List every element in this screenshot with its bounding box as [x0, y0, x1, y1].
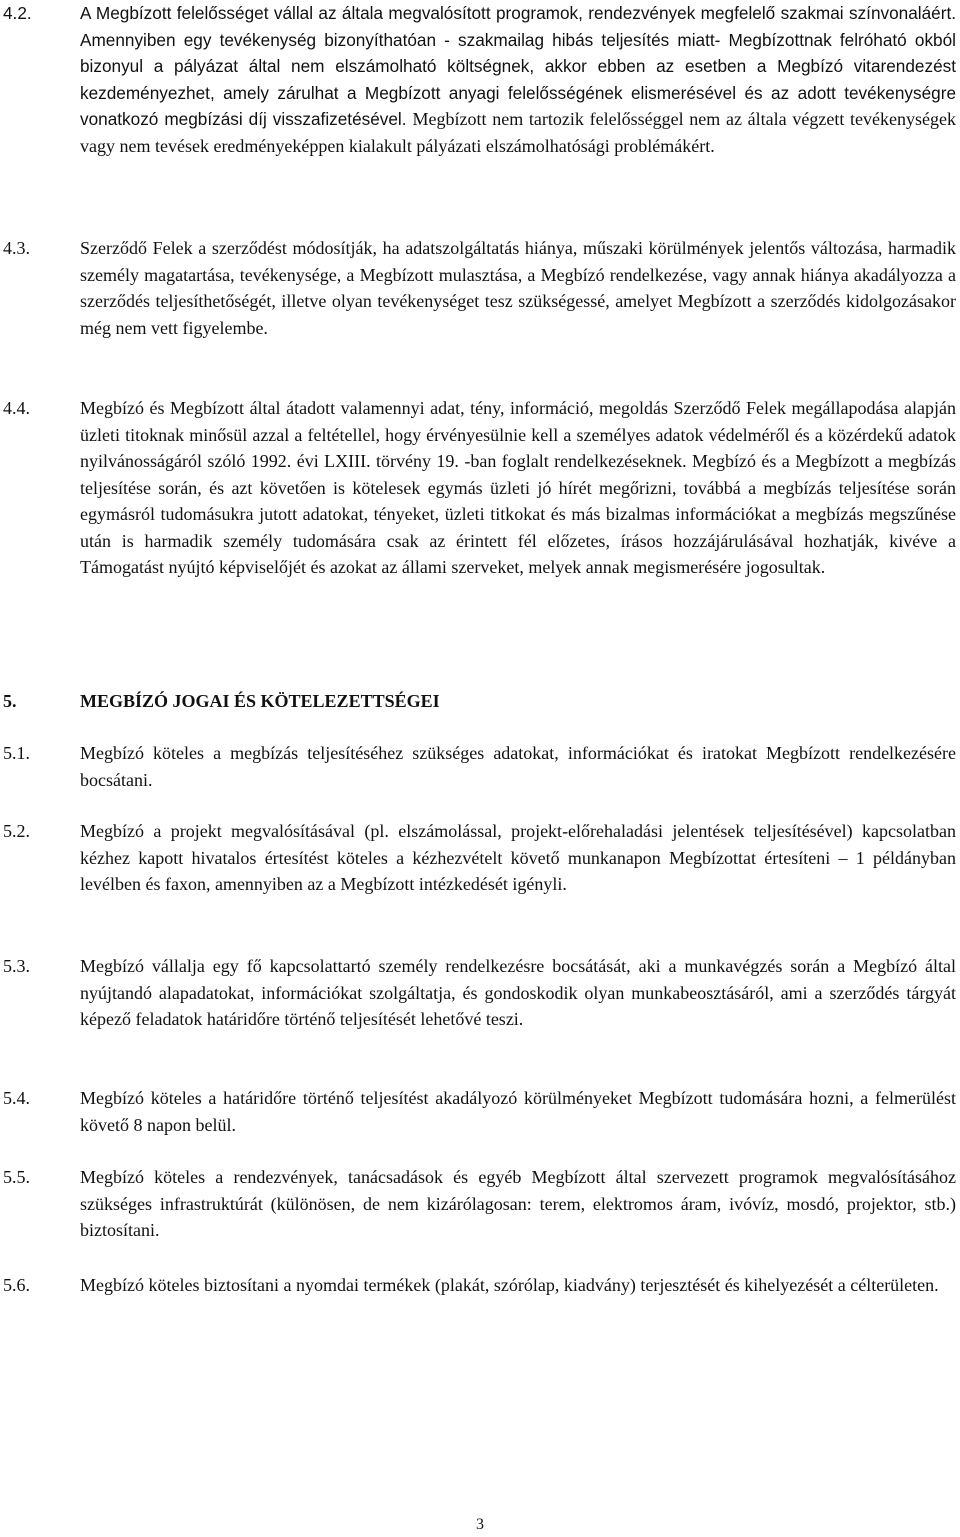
- section-text: [80, 0, 956, 159]
- section-text: Megbízó és Megbízott által átadott valamennyi adat, tény, információ, megoldás Szerződő Felek megállapodása alapján üzleti titoknak minősül azzal a feltétellel, hogy érvényesülnie kell a személyes adatok védelméről és a közérdekű adatok nyilvánosságáról szóló 1992. évi LXIII. törvény 19. -ban foglalt rendelkezéseknek. Megbízó és a Megbízott a megbízás teljesítése során, és azt követően is kötelesek egymás üzleti jó hírét megőrizni, továbbá a megbízás teljesítése során egymásról tudomásukra jutott adatokat, tényeket, üzleti titkokat és más bizalmas információkat a megbízás megszűnése után is harmadik személy tudomására csak az érintett fél előzetes, írásos hozzájárulásával hozhatják, kivéve a Támogatást nyújtó képviselőjét és azokat az állami szerveket, melyek annak megismerésére jogosultak.: [80, 398, 956, 577]
- section-text: Megbízó vállalja egy fő kapcsolattartó személy rendelkezésre bocsátását, aki a munkavégzés során a Megbízó által nyújtandó alapadatokat, információkat szolgáltatja, és gondoskodik olyan munkabeosztásáról, ami a szerződés tárgyát képező feladatok határidőre történő teljesítését lehetővé teszi.: [80, 956, 956, 1029]
- section-text: Szerződő Felek a szerződést módosítják, ha adatszolgáltatás hiánya, műszaki körülmények jelentős változása, harmadik személy magatartása, tevékenysége, a Megbízott mulasztása, a Megbízó rendelkezése, vagy annak hiánya akadályozza a szerződés teljesíthetőségét, illetve olyan tevékenységet tesz szükségessé, amelyet Megbízott a szerződés kidolgozásakor még nem vett figyelembe.: [80, 238, 956, 338]
- section-text-part: Megbízott nem tartozik felelősséggel nem az általa végzett tevékenységek vagy nem tevések eredményeképpen kialakult pályázati elszámolhatósági problémákért.: [80, 109, 956, 156]
- section-text: Megbízó köteles biztosítani a nyomdai termékek (plakát, szórólap, kiadvány) terjesztését és kihelyezését a célterületen.: [80, 1275, 939, 1295]
- chapter-title: MEGBÍZÓ JOGAI ÉS KÖTELEZETTSÉGEI: [80, 691, 440, 711]
- section-number: 4.2.: [3, 3, 32, 23]
- section-text: Megbízó köteles a megbízás teljesítéséhez szükséges adatokat, információkat és iratokat Megbízott rendelkezésére bocsátani.: [80, 743, 956, 790]
- section-number: 5.2.: [3, 821, 30, 841]
- section-number: 5.1.: [3, 743, 30, 763]
- section-number: 5.3.: [3, 956, 30, 976]
- page-number: 3: [476, 1516, 484, 1533]
- chapter-number: 5.: [3, 691, 17, 711]
- section-number: 4.4.: [3, 398, 30, 418]
- section-number: 5.4.: [3, 1088, 30, 1108]
- section-number: 4.3.: [3, 238, 30, 258]
- section-text: Megbízó köteles a rendezvények, tanácsadások és egyéb Megbízott által szervezett programok megvalósításához szükséges infrastruktúrát (különösen, de nem kizárólagosan: terem, elektromos áram, ivóvíz, mosdó, projektor, stb.) biztosítani.: [80, 1167, 956, 1240]
- section-number: 5.5.: [3, 1167, 30, 1187]
- section-text: Megbízó a projekt megvalósításával (pl. elszámolással, projekt-előrehaladási jelentések teljesítésével) kapcsolatban kézhez kapott hivatalos értesítést köteles a kézhezvételt követő munkanapon Megbízottat értesíteni – 1 példányban levélben és faxon, amennyiben az a Megbízott intézkedését igényli.: [80, 821, 956, 894]
- section-text-part: A Megbízott felelősséget vállal az általa megvalósított programok, rendezvények megfelelő szakmai színvonaláért. Amennyiben egy tevékenység bizonyíthatóan - szakmailag hibás teljesítés miatt- Megbízottnak felróható okból bizonyul a pályázat által nem elszámolható költségnek, akkor ebben az esetben a Megbízó vitarendezést kezdeményezhet, amely zárulhat a Megbízott anyagi felelősségének elismerésével és az adott tevékenységre vonatkozó megbízási díj visszafizetésével.: [80, 3, 956, 129]
- section-text: Megbízó köteles a határidőre történő teljesítést akadályozó körülményeket Megbízott tudomására hozni, a felmerülést követő 8 napon belül.: [80, 1088, 956, 1135]
- section-number: 5.6.: [3, 1275, 30, 1295]
